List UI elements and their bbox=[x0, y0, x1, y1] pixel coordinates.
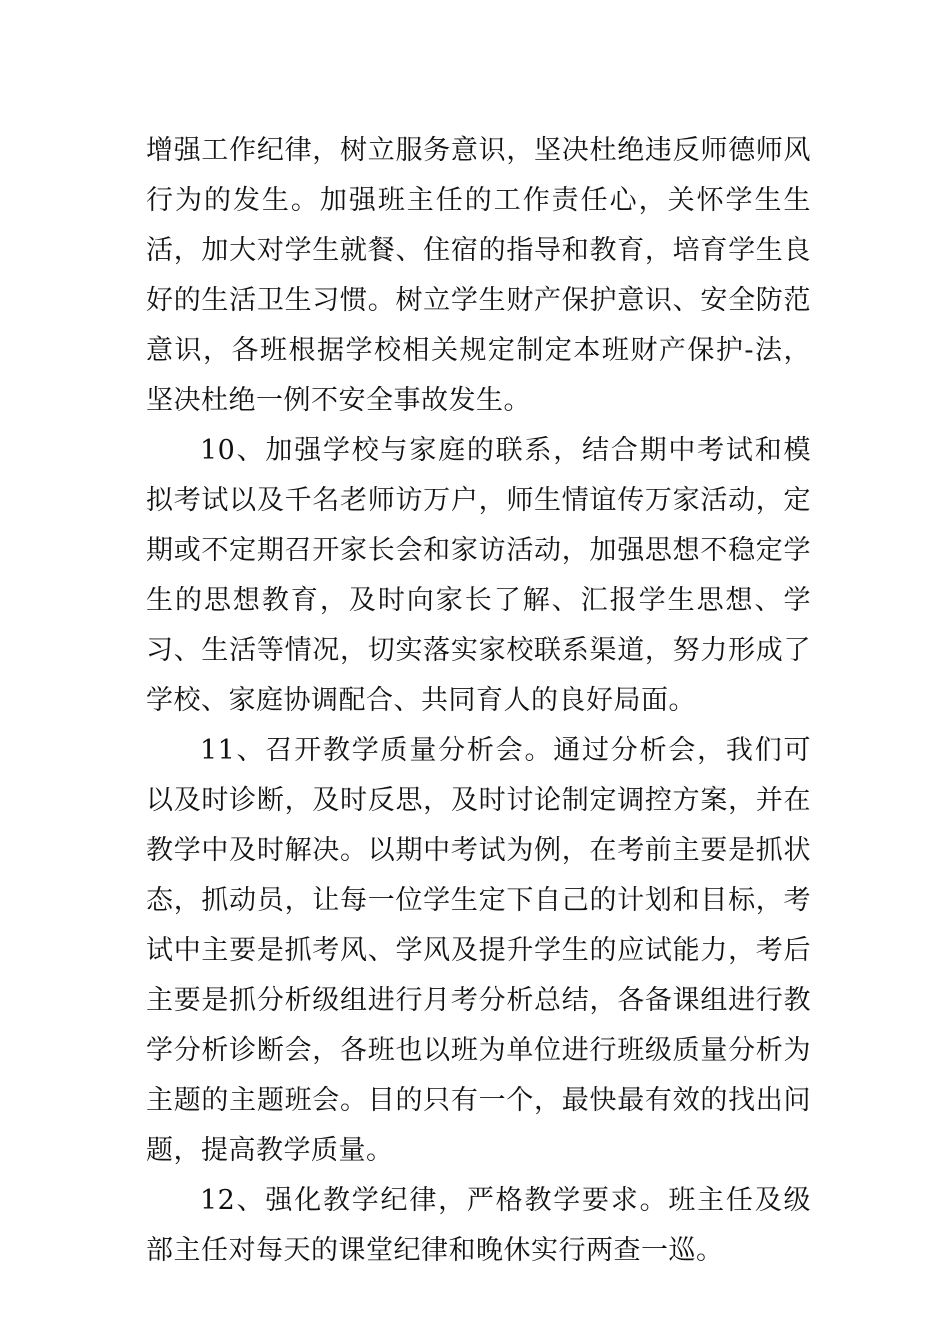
paragraph-item-10: 10、加强学校与家庭的联系，结合期中考试和模拟考试以及千名老师访万户，师生情谊传万家活动，定期或不定期召开家长会和家访活动，加强思想不稳定学生的思想教育，及时向家长了解、汇报学生思想、学习、生活等情况，切实落实家校联系渠道，努力形成了学校、家庭协调配合、共同育人的良好局面。 bbox=[146, 435, 811, 716]
paragraph-continuation: 增强工作纪律，树立服务意识，坚决杜绝违反师德师风行为的发生。加强班主任的工作责任心，关怀学生生活，加大对学生就餐、住宿的指导和教育，培育学生良好的生活卫生习惯。树立学生财产保护意识、安全防范意识，各班根据学校相关规定制定本班财产保护-法，坚决杜绝一例不安全事故发生。 bbox=[146, 135, 811, 416]
paragraph-item-12: 12、强化教学纪律，严格教学要求。班主任及级部主任对每天的课堂纪律和晚休实行两查一巡。 bbox=[146, 1185, 811, 1266]
paragraph-item-11: 11、召开教学质量分析会。通过分析会，我们可以及时诊断，及时反思，及时讨论制定调控方案，并在教学中及时解决。以期中考试为例，在考前主要是抓状态，抓动员，让每一位学生定下自己的计划和目标，考试中主要是抓考风、学风及提升学生的应试能力，考后主要是抓分析级组进行月考分析总结，各备课组进行教学分析诊断会，各班也以班为单位进行班级质量分析为主题的主题班会。目的只有一个，最快最有效的找出问题，提高教学质量。 bbox=[146, 735, 811, 1166]
document-body bbox=[146, 126, 811, 1276]
